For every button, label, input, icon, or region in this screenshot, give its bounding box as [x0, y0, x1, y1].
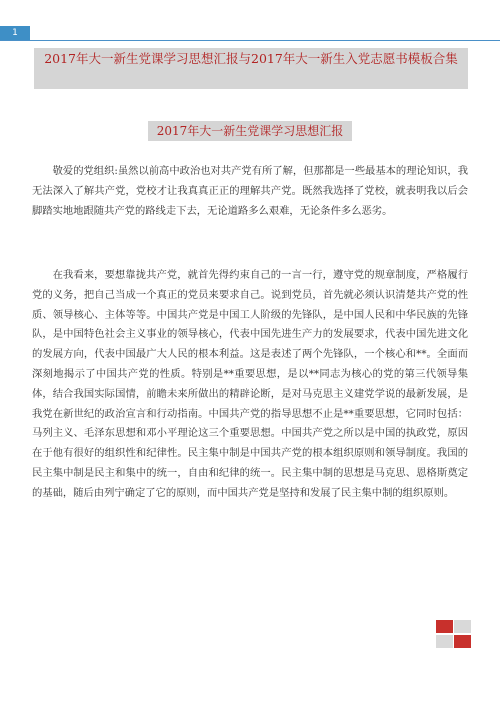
decorative-square-gray-bottom: [436, 635, 453, 648]
paragraph-1: 敬爱的党组织:虽然以前高中政治也对共产党有所了解，但那都是一些最基本的理论知识，我无法深入了解共产党，党校才让我真真正正的理解共产党。既然我选择了党校，就表明我以后会脚踏实地地跟随共产党的路线走下去，无论道路多么艰难，无论条件多么恶劣。: [32, 165, 468, 217]
header-rule: [0, 40, 500, 41]
decorative-square-gray-top: [454, 620, 471, 633]
decorative-square-red-top: [436, 620, 453, 633]
section-title: 2017年大一新生党课学习思想汇报: [148, 121, 352, 141]
page-number-badge: 1: [0, 26, 30, 40]
decorative-square-red-bottom: [454, 635, 471, 648]
paragraph-2: 在我看来，要想靠拢共产党，就首先得约束自己的一言一行，遵守党的规章制度，严格履行党的义务，把自己当成一个真正的党员来要求自己。说到党员，首先就必须认识清楚共产党的性质、领导核心、主体等等。中国共产党是中国工人阶级的先锋队，是中国人民和中华民族的先锋队，是中国特色社会主义事业的领导核心，代表中国先进生产力的发展要求，代表中国先进文化的发展方向，代表中国最广大人民的根本利益。这是表述了两个先锋队，一个核心和**。全面而深刻地揭示了中国共产党的性质。特别是**重要思想，是以**同志为核心的党的第三代领导集体，结合我国实际国情，前瞻未来所做出的精辟论断，是对马克思主义建党学说的最新发展，是我党在新世纪的政治宣言和行动指南。中国共产党的指导思想不止是**重要思想，它同时包括：马列主义、毛泽东思想和邓小平理论这三个重要思想。中国共产党之所以是中国的执政党，原因在于他有很好的组织性和纪律性。民主集中制是中国共产党的根本组织原则和领导制度。我国的民主集中制是民主和集中的统一，自由和纪律的统一。民主集中制的思想是马克思、恩格斯奠定的基础，随后由列宁确定了它的原则，而中国共产党是坚持和发展了民主集中制的组织原则。: [32, 269, 468, 499]
document-title: 2017年大一新生党课学习思想汇报与2017年大一新生入党志愿书模板合集: [34, 48, 468, 89]
